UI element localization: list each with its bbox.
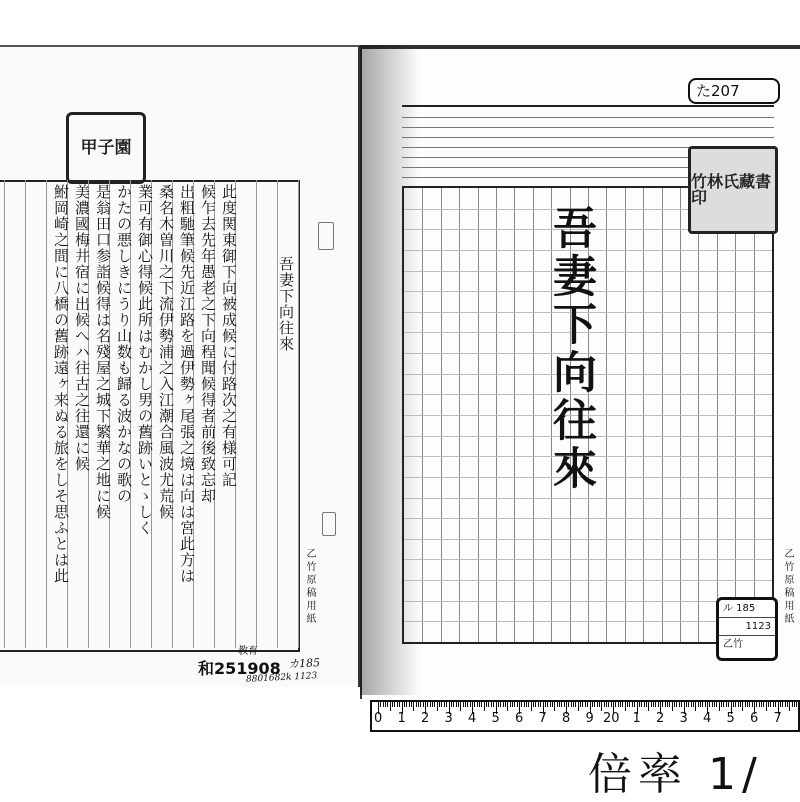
ruler-tick — [561, 702, 562, 707]
ruler-tick — [759, 702, 760, 707]
ruler-tick — [733, 702, 734, 707]
column-rule — [256, 180, 257, 648]
ruler-tick — [535, 702, 536, 707]
ruler-tick — [512, 702, 513, 707]
ruler-number: 5 — [726, 711, 735, 726]
ruler-tick — [463, 702, 464, 707]
handwritten-note: カ185 — [287, 656, 321, 671]
ruler-tick — [460, 702, 461, 711]
ruler-tick — [477, 702, 478, 707]
ruler-tick — [611, 702, 612, 707]
ruler-tick — [409, 702, 410, 707]
ruler-tick — [453, 702, 454, 707]
ruler-tick — [766, 702, 767, 711]
column-rule — [46, 180, 47, 648]
ruler-tick — [629, 702, 630, 707]
ruler-tick — [632, 702, 633, 707]
binding-tab — [318, 222, 334, 250]
ruler-tick — [752, 702, 753, 707]
ruler-tick — [498, 702, 499, 707]
ruler-tick — [545, 702, 546, 707]
ruler-tick — [432, 702, 433, 707]
ruler-tick — [604, 702, 605, 707]
ruler-number: 7 — [538, 711, 547, 726]
ruler-tick — [554, 702, 555, 711]
ruler-tick — [641, 702, 642, 707]
ruler-tick — [618, 702, 619, 707]
ruler-tick — [698, 702, 699, 707]
ruler-tick — [686, 702, 687, 707]
ruler-number: 2 — [656, 711, 665, 726]
ruler-tick — [434, 702, 435, 707]
ruler-tick — [646, 702, 647, 707]
ruler-tick — [705, 702, 706, 707]
text-column: 候乍去先年愚老之下向程聞候得者前後致忘却 — [199, 184, 217, 504]
ruler-tick — [416, 702, 417, 707]
ruler-tick — [773, 702, 774, 707]
ruler-tick — [608, 702, 609, 707]
ruler-tick — [392, 702, 393, 707]
ruler-number: 6 — [750, 711, 759, 726]
ruler-number: 9 — [585, 711, 594, 726]
ruler-tick — [474, 702, 475, 707]
ruler-tick — [782, 702, 783, 707]
text-column: 此度関東御下向被成候に付路次之有様可記 — [220, 184, 238, 488]
text-column: 出粗馳筆候先近江路を過伊勢ヶ尾張之境は向は宮此方は — [178, 184, 196, 584]
ruler-tick — [756, 702, 757, 707]
ruler-tick — [599, 702, 600, 707]
ruler-tick — [627, 702, 628, 707]
ruler-tick — [526, 702, 527, 707]
catalog-stamp-label: 教育 — [238, 646, 258, 657]
catalog-number: 和251908 — [198, 659, 281, 678]
ruler-tick — [789, 702, 790, 711]
ruler-tick — [651, 702, 652, 707]
ruler-tick — [557, 702, 558, 707]
ruler-tick — [439, 702, 440, 707]
ruler-tick — [488, 702, 489, 707]
ruler-tick — [397, 702, 398, 707]
ruler-tick — [503, 702, 504, 707]
text-column: かたの悪しきにうり山数も歸る波かなの歌の — [115, 184, 133, 504]
ruler-tick — [761, 702, 762, 707]
text-column: 桑名木曽川之下流伊勢浦之入江潮合風波尤荒候 — [157, 184, 175, 520]
ruler-tick — [580, 702, 581, 707]
ruler-tick — [594, 702, 595, 707]
ruler-tick — [780, 702, 781, 707]
ruler-tick — [538, 702, 539, 707]
ruler-tick — [655, 702, 656, 707]
ruler-tick — [441, 702, 442, 707]
ruler-tick — [444, 702, 445, 707]
ruler-number: 3 — [444, 711, 453, 726]
ruler-tick — [676, 702, 677, 707]
ruler-tick — [585, 702, 586, 707]
ruler-tick — [712, 702, 713, 707]
ruler-number: 2 — [421, 711, 430, 726]
ruler-tick — [625, 702, 626, 711]
ruler-tick — [728, 702, 729, 707]
ruler-tick — [505, 702, 506, 707]
ruler-tick — [514, 702, 515, 707]
ruler-tick — [606, 702, 607, 707]
text-column: 是翁田口参詣候得は名殘屋之城下繁華之地に候 — [94, 184, 112, 520]
ruler-tick — [763, 702, 764, 707]
ruler-tick — [430, 702, 431, 707]
ruler-tick — [726, 702, 727, 707]
text-column: 鮒岡崎之間に八橋の舊跡遠ヶ来ぬる旅をしそ思ふとは此 — [52, 184, 70, 584]
ruler-tick — [552, 702, 553, 707]
paper-vendor-label: 乙竹原稿用紙 — [782, 548, 793, 626]
ruler-tick — [693, 702, 694, 707]
ruler-tick — [702, 702, 703, 707]
binding-tab — [322, 512, 336, 536]
ruler-tick — [669, 702, 670, 707]
ruler-tick — [573, 702, 574, 707]
ruler-tick — [787, 702, 788, 707]
column-rule — [4, 180, 5, 648]
ruler-tick — [634, 702, 635, 707]
ruler-tick — [674, 702, 675, 707]
ruler-tick — [592, 702, 593, 707]
ruler-tick — [792, 702, 793, 707]
ruler-number: 20 — [603, 711, 620, 726]
library-seal-stamp: 竹林氏藏書印 — [688, 146, 778, 234]
ruler-tick — [510, 702, 511, 707]
ruled-line — [402, 137, 774, 138]
ruler-number: 0 — [374, 711, 383, 726]
document-title: 吾妻下向往來 — [545, 205, 596, 493]
ruler-number: 1 — [632, 711, 641, 726]
ruler-tick — [639, 702, 640, 707]
ruler-number: 3 — [679, 711, 688, 726]
ruler-tick — [648, 702, 649, 711]
ruler-tick — [719, 702, 720, 711]
grid-row-rule — [404, 498, 772, 499]
ruler-tick — [568, 702, 569, 707]
ruler-tick — [380, 702, 381, 707]
ruler-tick — [662, 702, 663, 707]
ruler-tick — [390, 702, 391, 711]
ruler-tick — [418, 702, 419, 707]
ruler-tick — [484, 702, 485, 711]
column-rule — [298, 180, 299, 648]
ruler-tick — [500, 702, 501, 707]
ruled-line — [402, 117, 774, 118]
ruler-tick — [695, 702, 696, 711]
ruler-tick — [540, 702, 541, 707]
ruler-tick — [601, 702, 602, 711]
ruler-tick — [507, 702, 508, 711]
ruler-tick — [653, 702, 654, 707]
ruler-tick — [672, 702, 673, 711]
ruler-tick — [423, 702, 424, 707]
ruler-tick — [383, 702, 384, 707]
ruler-tick — [399, 702, 400, 707]
ruler-tick — [700, 702, 701, 707]
ruler-tick — [749, 702, 750, 707]
ruled-line — [402, 127, 774, 128]
ruler-tick — [738, 702, 739, 707]
ruler-number: 4 — [703, 711, 712, 726]
ruler-tick — [521, 702, 522, 707]
ruler-number: 4 — [468, 711, 477, 726]
ruler-tick — [597, 702, 598, 707]
ruler-tick — [644, 702, 645, 707]
ruler-tick — [667, 702, 668, 707]
ruler-tick — [387, 702, 388, 707]
ruler-tick — [467, 702, 468, 707]
ruler-tick — [770, 702, 771, 707]
ruler-tick — [742, 702, 743, 711]
ruler-tick — [528, 702, 529, 707]
ruler-tick — [740, 702, 741, 707]
ruler-tick — [411, 702, 412, 707]
ruler-tick — [691, 702, 692, 707]
ruler-tick — [458, 702, 459, 707]
ruler-tick — [716, 702, 717, 707]
magnification-label: 倍率 1/ — [588, 749, 763, 800]
ruler-tick — [721, 702, 722, 707]
ruler-tick — [665, 702, 666, 707]
ruler-tick — [446, 702, 447, 707]
column-rule — [277, 180, 278, 648]
scale-ruler — [370, 700, 800, 732]
paper-vendor-label: 乙竹原稿用紙 — [304, 548, 315, 626]
ruler-tick — [420, 702, 421, 707]
ruler-tick — [406, 702, 407, 707]
ruler-tick — [785, 702, 786, 707]
call-number-line: 乙竹 — [723, 639, 743, 650]
ruler-tick — [491, 702, 492, 707]
grid-row-rule — [404, 539, 772, 540]
grid-row-rule — [404, 518, 772, 519]
ruler-tick — [427, 702, 428, 707]
text-column: 業可有御心得候此所はむかし男の舊跡いとゝしく — [136, 184, 154, 536]
grid-row-rule — [404, 559, 772, 560]
ruler-tick — [587, 702, 588, 707]
ruler-tick — [768, 702, 769, 707]
ruler-tick — [451, 702, 452, 707]
ruler-tick — [524, 702, 525, 707]
ruler-tick — [559, 702, 560, 707]
ruler-tick — [681, 702, 682, 707]
ruler-tick — [658, 702, 659, 707]
ruler-tick — [679, 702, 680, 707]
ruler-tick — [550, 702, 551, 707]
ruler-number: 6 — [515, 711, 524, 726]
left-text-columns — [0, 180, 298, 648]
ruler-tick — [578, 702, 579, 711]
ruler-number: 8 — [562, 711, 571, 726]
ruler-tick — [493, 702, 494, 707]
ruler-tick — [533, 702, 534, 707]
ruler-tick — [531, 702, 532, 711]
ruler-tick — [571, 702, 572, 707]
ruler-tick — [688, 702, 689, 707]
ruler-tick — [517, 702, 518, 707]
ruler-tick — [437, 702, 438, 711]
call-number-line: ル 185 — [719, 600, 775, 618]
ruler-tick — [486, 702, 487, 707]
ruler-tick — [620, 702, 621, 707]
ruler-tick — [465, 702, 466, 707]
ruler-tick — [709, 702, 710, 707]
grid-row-rule — [404, 580, 772, 581]
ruler-tick — [456, 702, 457, 707]
left-seal-stamp: 甲子園 — [66, 112, 146, 184]
ruler-tick — [385, 702, 386, 707]
ruler-number: 7 — [773, 711, 782, 726]
ruler-tick — [394, 702, 395, 707]
ruler-tick — [794, 702, 795, 707]
ruler-number: 1 — [397, 711, 406, 726]
ruler-tick — [470, 702, 471, 707]
ruler-number: 5 — [491, 711, 500, 726]
text-column: 吾妻下向往來 — [277, 256, 295, 352]
ruler-tick — [582, 702, 583, 707]
handwritten-note: 8801682k 1123 — [245, 671, 318, 685]
text-column: 美濃國梅井宿に出候へハ往古之往還に候 — [73, 184, 91, 472]
ruler-tick — [547, 702, 548, 707]
ruler-tick — [622, 702, 623, 707]
ruler-tick — [775, 702, 776, 707]
ruler-tick — [745, 702, 746, 707]
call-number-line: 1123 — [719, 618, 775, 636]
ruler-tick — [575, 702, 576, 707]
ruler-tick — [413, 702, 414, 711]
ruler-tick — [747, 702, 748, 707]
ruler-tick — [615, 702, 616, 707]
ruler-tick — [481, 702, 482, 707]
call-number-label — [716, 597, 778, 661]
ruler-tick — [479, 702, 480, 707]
shelf-id-label: た207 — [688, 78, 780, 104]
column-rule — [25, 180, 26, 648]
ruler-tick — [714, 702, 715, 707]
ruler-tick — [404, 702, 405, 707]
ruler-tick — [796, 702, 797, 707]
ruler-tick — [723, 702, 724, 707]
ruler-tick — [564, 702, 565, 707]
ruler-tick — [735, 702, 736, 707]
